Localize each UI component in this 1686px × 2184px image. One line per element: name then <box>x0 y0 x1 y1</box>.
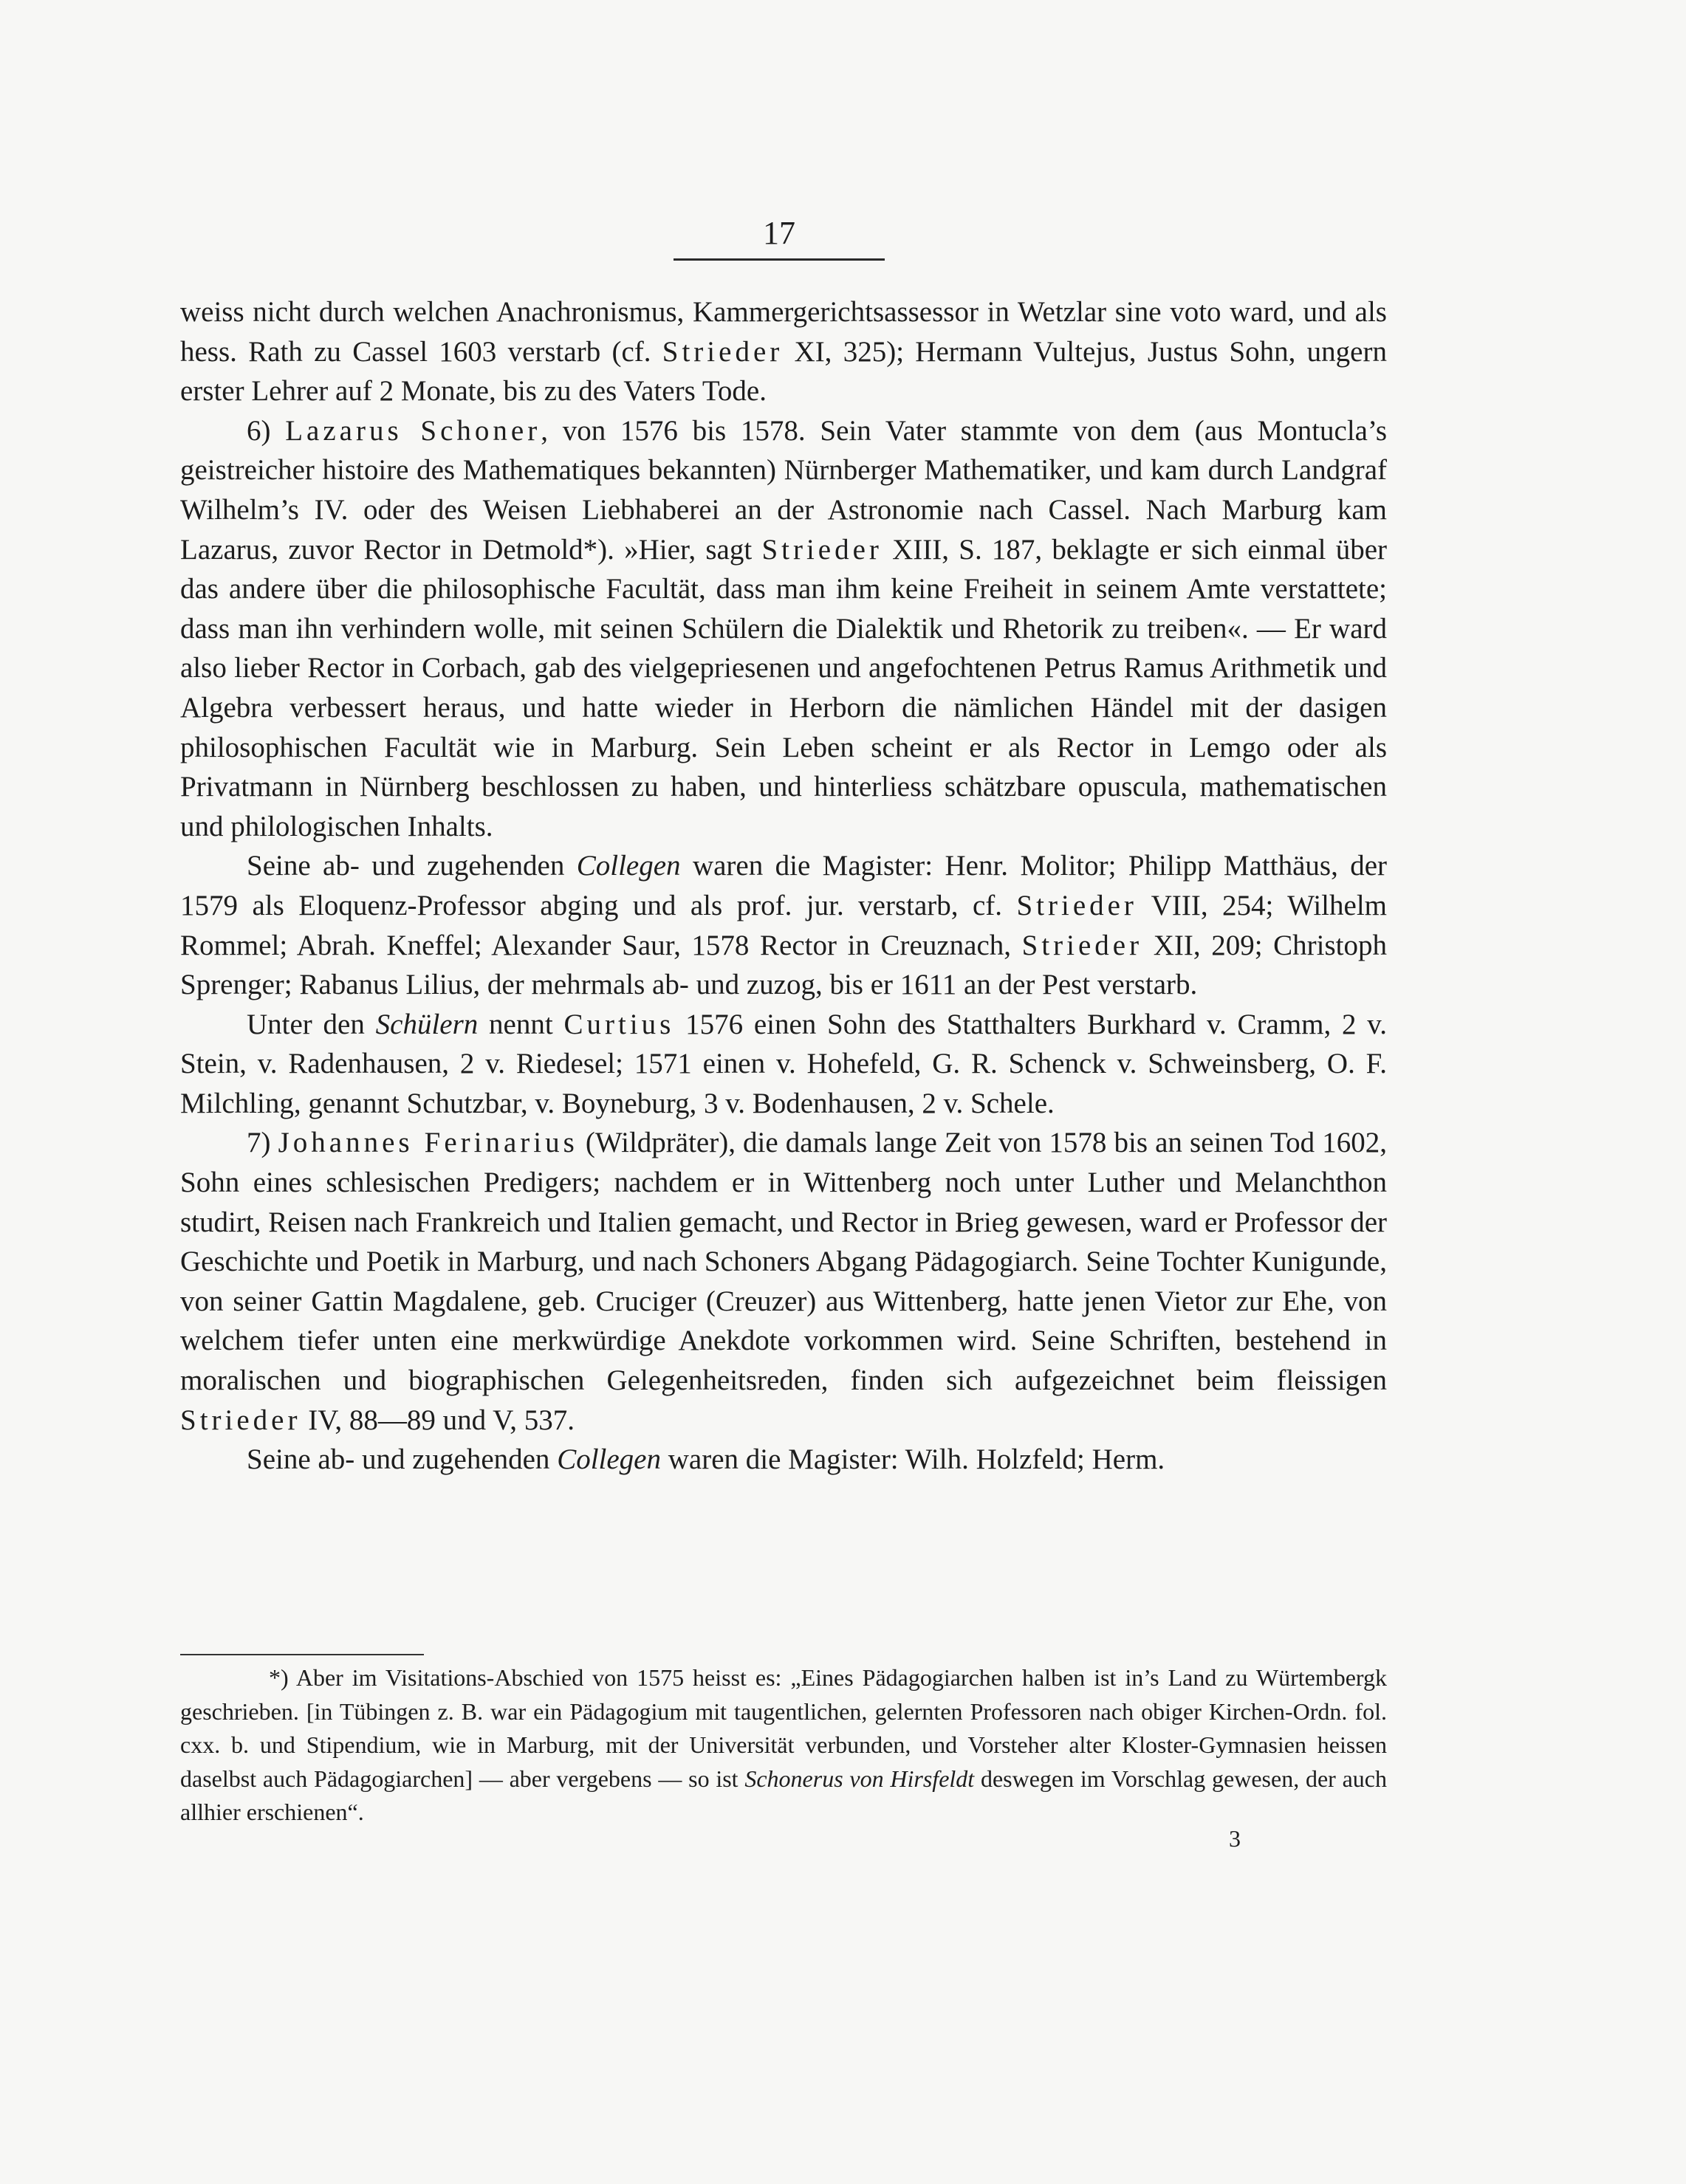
spaced-name: Strieder <box>180 1404 301 1436</box>
spaced-name: Johannes Ferinarius <box>278 1127 578 1159</box>
footnote-paragraph <box>180 1661 1387 1830</box>
page-number: 17 <box>763 215 795 251</box>
text-run: 1576 einen Sohn des Statthalters Burkhard v. Cramm, 2 v. Stein, v. Radenhausen, 2 v. Riedesel; 1571 einen v. Hohefeld, G. R. Schenck v. Schweinsberg, O. F. Milchling, genannt Schutzbar, v. Boyneburg, 3 v. Bodenhausen, 2 v. Schele. <box>180 1008 1387 1119</box>
italic-text: Schonerus von Hirsfeldt <box>744 1765 975 1792</box>
text-run: XII, 209; Christoph Sprenger; Rabanus Lilius, der mehrmals ab- und zuzog, bis er 1611 an der Pest verstarb. <box>180 929 1387 1001</box>
text-run: Unter den <box>247 1008 376 1040</box>
text-run: deswegen im Vorschlag gewesen, der auch allhier erschienen“. <box>180 1765 1388 1826</box>
body-paragraph <box>180 1440 1387 1480</box>
italic-text: Collegen <box>576 850 681 882</box>
footnote-rule <box>180 1654 424 1655</box>
body-paragraph <box>180 1123 1387 1440</box>
text-run: waren die Magister: Henr. Molitor; Philipp Matthäus, der 1579 als Eloquenz-Professor abging und als prof. jur. verstarb, cf. <box>180 850 1388 921</box>
italic-text: Schülern <box>375 1008 479 1040</box>
text-run: IV, 88—89 und V, 537. <box>301 1404 575 1436</box>
text-run: weiss nicht durch welchen Anachronismus, Kammergerichtsassessor in Wetzlar sine voto ward, und als hess. Rath zu Cassel 1603 verstarb (cf. <box>180 296 1387 368</box>
text-run: VIII, 254; Wilhelm Rommel; Abrah. Kneffel; Alexander Saur, 1578 Rector in Creuznach, <box>180 889 1387 961</box>
text-run: nennt <box>478 1008 564 1040</box>
spaced-name: Lazarus Schoner <box>285 414 541 447</box>
header-rule <box>674 258 885 261</box>
italic-text: Collegen <box>557 1443 661 1476</box>
text-run: , von 1576 bis 1578. Sein Vater stammte von dem (aus Montucla’s geistreicher histoire des Mathematiques bekannten) Nürnberger Mathematiker, und kam durch Landgraf Wilhelm’s IV. oder des Weisen Liebhaberei an der Astronomie nach Cassel. Nach Marburg kam Lazarus, zuvor Rector in Detmold*). »Hier, sagt <box>180 414 1388 566</box>
text-run: XIII, S. 187, beklagte er sich einmal über das andere über die philosophische Facultät, dass man ihm keine Freiheit in seinem Amte verstattete; dass man ihn verhindern wolle, mit seinen Schülern die Dialektik und Rhetorik zu treiben«. — Er ward also lieber Rector in Corbach, gab des vielgepriesenen und angefochtenen Petrus Ramus Arithmetik und Algebra verbessert heraus, und hatte wieder in Herborn die nämlichen Händel mit der dasigen philosophischen Facultät wie in Marburg. Sein Leben scheint er als Rector in Lemgo oder als Privatmann in Nürnberg beschlossen zu haben, und hinterliess schätzbare opuscula, mathematischen und philologischen Inhalts. <box>180 533 1387 842</box>
footnotes <box>180 1661 1387 1830</box>
text-run: 7) <box>247 1127 278 1159</box>
body-paragraph <box>180 292 1387 411</box>
signature-mark: 3 <box>1229 1825 1241 1852</box>
spaced-name: Curtius <box>563 1008 675 1040</box>
spaced-name: Strieder <box>761 533 883 566</box>
text-run: Seine ab- und zugehenden <box>247 1443 558 1476</box>
body-paragraph <box>180 1005 1387 1124</box>
text-run: XI, 325); Hermann Vultejus, Justus Sohn, ungern erster Lehrer auf 2 Monate, bis zu des Vaters Tode. <box>180 335 1387 408</box>
text-run: 6) <box>247 414 286 447</box>
spaced-name: Strieder <box>662 335 784 368</box>
text-run: Seine ab- und zugehenden <box>247 850 577 882</box>
spaced-name: Strieder <box>1016 889 1137 921</box>
body-paragraph <box>180 411 1387 847</box>
text-run: (Wildpräter), die damals lange Zeit von 1578 bis an seinen Tod 1602, Sohn eines schlesischen Predigers; nachdem er in Wittenberg noch unter Luther und Melanchthon studirt, Reisen nach Frankreich und Italien gemacht, und Rector in Brieg gewesen, ward er Professor der Geschichte und Poetik in Marburg, und nach Schoners Abgang Pädagogiarch. Seine Tochter Kunigunde, von seiner Gattin Magdalene, geb. Cruciger (Creuzer) aus Wittenberg, hatte jenen Vietor zur Ehe, von welchem tiefer unten eine merkwürdige Anekdote vorkommen wird. Seine Schriften, bestehend in moralischen und biographischen Gelegenheitsreden, finden sich aufgezeichnet beim fleissigen <box>180 1127 1387 1397</box>
text-run: *) Aber im Visitations-Abschied von 1575 heisst es: „Eines Pädagogiarchen halben ist in’s Land zu Würtembergk geschrieben. [in Tübingen z. B. war ein Pädagogium mit taugentlichen, gelernten Professoren nach obiger Kirchen-Ordn. fol. cxx. b. und Stipendium, wie in Marburg, mit der Universität verbunden, und Vorsteher alter Kloster-Gymnasien heissen daselbst auch Pädagogiarchen] — aber vergebens — so ist <box>180 1664 1387 1792</box>
text-run: waren die Magister: Wilh. Holzfeld; Herm. <box>661 1443 1165 1476</box>
spaced-name: Strieder <box>1021 929 1143 961</box>
body-paragraph <box>180 846 1387 1004</box>
main-text <box>180 292 1387 1480</box>
